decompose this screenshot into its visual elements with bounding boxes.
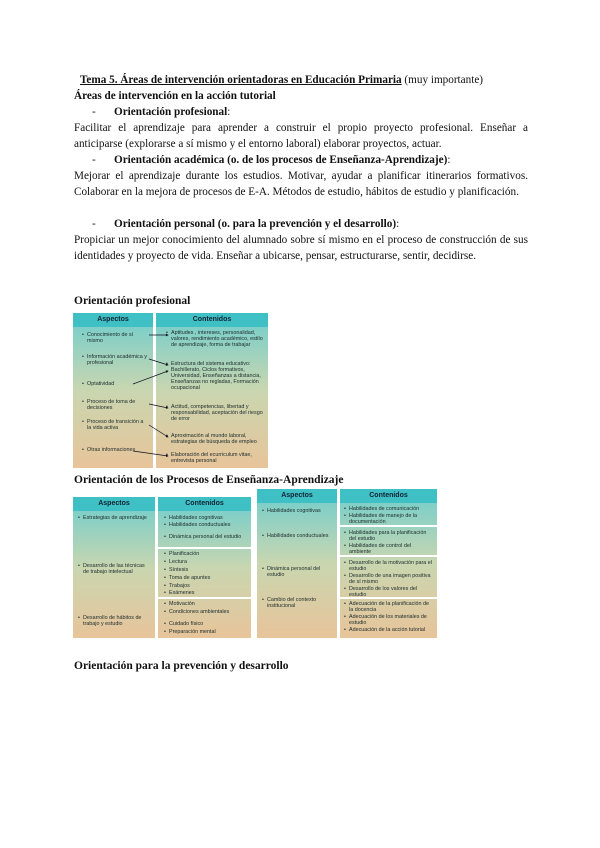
aspect-item: • Estrategias de aprendizaje [83,515,151,521]
contents-header: Contenidos [156,313,268,327]
content-item: • Adecuación de la acción tutorial [349,627,434,633]
contents-header: Contenidos [158,497,251,511]
content-item: • Motivación [169,601,249,607]
content-item: • Dinámica personal del estudio [169,534,249,540]
aspect-item: • Dinámica personal del estudio [267,566,333,578]
arrow-connector [133,451,168,456]
row-separator [340,525,437,527]
content-item: • Desarrollo de los valores del estudio [349,586,434,598]
figure-ea-left [73,497,251,638]
aspect-item: • Desarrollo de hábitos de trabajo y estudio [83,615,151,627]
arrow-connector [149,425,168,437]
arrow-connector [149,359,168,365]
content-item: • Adecuación de la planificación de la docencia [349,601,434,613]
row-separator [340,555,437,557]
bullet-suffix: : [227,106,231,118]
bullet-suffix: : [396,218,400,230]
aspects-header: Aspectos [257,489,337,503]
row-separator [158,597,251,599]
heading-ea: Orientación de los Procesos de Enseñanza-Aprendizaje [74,474,344,486]
title-prefix: Tema 5. [80,74,121,86]
content-item: • Síntesis [169,567,249,573]
content-item: • Elaboración del ecurriculum vitae, entrevista personal [171,452,265,464]
aspect-item: • Conocimiento de sí mismo [87,332,149,344]
aspect-item: • Desarrollo de las técnicas de trabajo intelectual [83,563,151,575]
aspects-header: Aspectos [73,497,155,511]
aspect-item: • Otras informaciones [87,447,149,453]
bullet-personal [92,216,546,232]
title-note: (muy importante) [401,74,484,86]
content-item: • Aproximación al mundo laboral, estrategias de búsqueda de empleo [171,433,265,445]
content-item: • Planificación [169,551,249,557]
bullet-label: Orientación personal (o. para la prevención y el desarrollo) [114,218,397,230]
content-item: • Estructura del sistema educativo: Bachillerato, Ciclos formativos, Universidad, Enseñanzas a distancia, Enseñanzas no regladas, Formación ocupacional [171,361,265,391]
content-item: • Lectura [169,559,249,565]
content-item: • Desarrollo de una imagen positiva de sí mismo [349,573,434,585]
connector-arrows [73,313,268,468]
column-separator [155,497,158,638]
content-item: • Adecuación de los materiales de estudio [349,614,434,626]
aspect-item: • Cambio del contexto institucional [267,597,333,609]
bullet-dash: - [92,106,96,118]
content-item: • Cuidado físico [169,621,249,627]
bullet-dash: - [92,218,96,230]
content-item: • Habilidades de manejo de la documentación [349,513,434,525]
bullet-label: Orientación profesional [114,106,228,118]
bullet-text-profesional: Facilitar el aprendizaje para aprender a construir el propio proyecto profesional. Enseñar a anticiparse (explorarse a sí mismo y el entorno laboral) elaborar proyectos, actuar. [74,122,528,150]
content-item: • Habilidades de control del ambiente [349,543,434,555]
aspect-item: • Habilidades cognitivas [267,508,333,514]
document-title [80,72,534,88]
aspect-item: • Proceso de toma de decisiones [87,399,149,411]
content-item: • Exámenes [169,590,249,596]
bullet-text-personal: Propiciar un mejor conocimiento del alumnado sobre sí mismo en el proceso de construcción de sus identidades y proyecto de vida. Enseñar a ubicarse, pensar, estructurarse, sentir, decidirse. [74,234,528,262]
section-heading: Áreas de intervención en la acción tutorial [74,90,276,102]
column-separator [337,489,340,638]
content-item: • Aptitudes , intereses, personalidad, valores, rendimiento académico, estilo de aprendizaje, forma de trabajar [171,330,265,348]
bullet-profesional [92,104,546,120]
arrow-connector [149,404,168,408]
aspects-header: Aspectos [73,313,153,327]
bullet-label: Orientación académica (o. de los procesos de Enseñanza-Aprendizaje) [114,154,448,166]
heading-prevencion: Orientación para la prevención y desarrollo [74,660,289,672]
content-item: • Actitud, competencias, libertad y responsabilidad, aceptación del riesgo de error [171,404,265,422]
figure-ea-right [257,489,437,638]
aspect-item: • Información académica y profesional [87,354,149,366]
bullet-suffix: : [447,154,451,166]
content-item: • Toma de apuntes [169,575,249,581]
content-item: • Trabajos [169,583,249,589]
bullet-academica [92,152,546,168]
arrow-connector [133,371,168,384]
bullet-text-academica: Mejorar el aprendizaje durante los estudios. Motivar, ayudar a planificar itinerarios formativos. Colaborar en la mejora de procesos de E-A. Métodos de estudio, hábitos de estudio y planificación. [74,170,528,198]
title-main: Áreas de intervención orientadoras en Educación Primaria [120,74,402,86]
content-item: • Preparación mental [169,629,249,635]
content-item: • Habilidades cognitivas [169,515,249,521]
figure-orientacion-profesional [73,313,268,468]
content-item: • Condiciones ambientales [169,609,249,615]
aspect-item: • Optatividad [87,381,149,387]
content-item: • Habilidades conductuales [169,522,249,528]
content-item: • Habilidades de comunicación [349,506,434,512]
bullet-dash: - [92,154,96,166]
content-item: • Habilidades para la planificación del estudio [349,530,434,542]
row-separator [158,547,251,549]
aspect-item: • Habilidades conductuales [267,533,333,539]
contents-header: Contenidos [340,489,437,503]
content-item: • Desarrollo de la motivación para el estudio [349,560,434,572]
heading-profesional: Orientación profesional [74,295,191,307]
aspect-item: • Proceso de transición a la vida activa [87,419,149,431]
